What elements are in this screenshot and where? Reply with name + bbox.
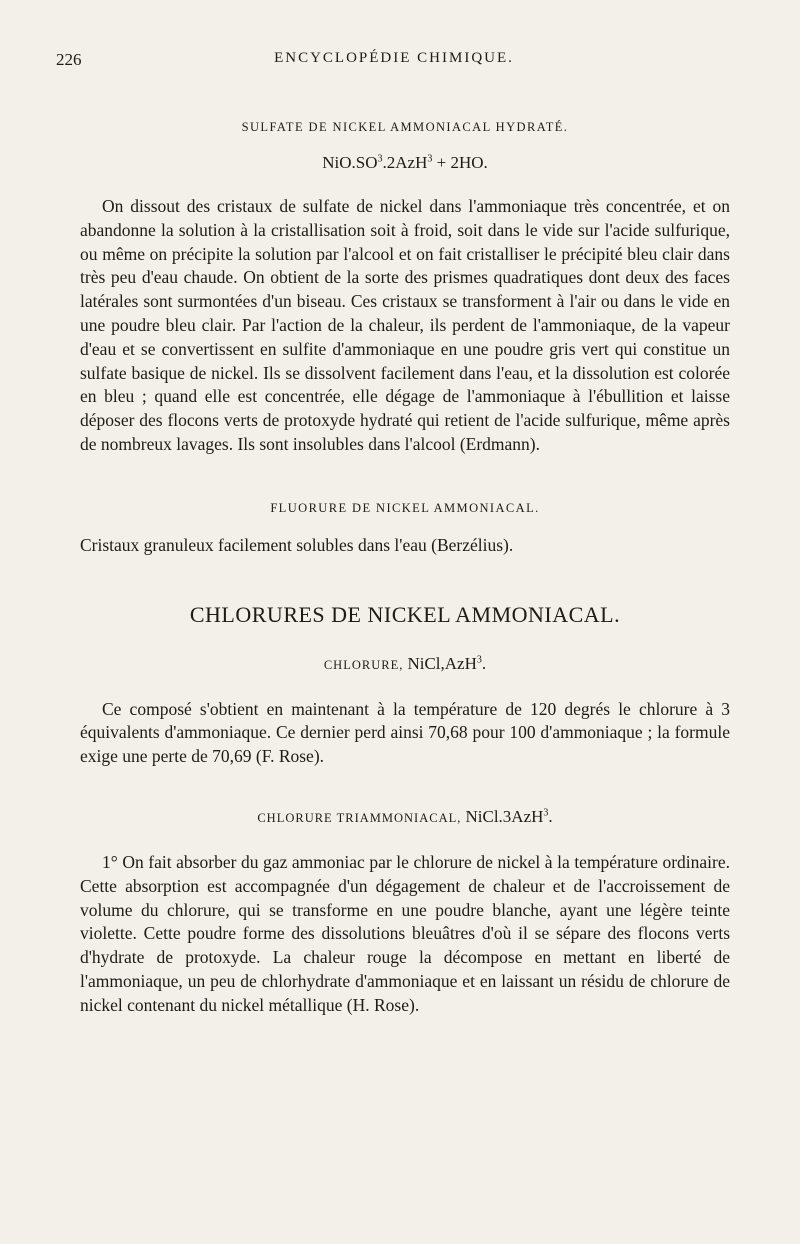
subtitle-chlorure: CHLORURE, NiCl,AzH$^3$.	[323, 653, 487, 673]
chapter-title-chlorures: CHLORURES DE NICKEL AMMONIACAL.	[189, 601, 621, 627]
section-title-fluorure: FLUORURE DE NICKEL AMMONIACAL.	[270, 500, 540, 515]
formula-sulfate: $NiO.SO^3.2AzH^3 + 2HO$.	[322, 153, 488, 172]
running-title: ENCYCLOPÉDIE CHIMIQUE.	[274, 50, 514, 66]
page-body	[80, 120, 730, 1018]
paragraph-chlorure-triammoniacal: 1° On fait absorber du gaz ammoniac par le chlorure de nickel à la température ordinaire. Cette absorption est accompagnée d'un dégagement de chaleur et de l'accroissement de volume du chlorure, qui se transforme en une poudre blanche, ayant une légère teinte violette. Cette poudre forme des dissolutions bleuâtres d'où il se sépare des flocons verts d'hydrate de protoxyde. La chaleur rouge la décompose en mettant en liberté de l'ammoniaque, un peu de chlorhydrate d'ammoniaque et en laissant un résidu de chlorure de nickel contenant du nickel métallique (H. Rose).	[80, 851, 730, 1015]
paragraph-chlorure: Ce composé s'obtient en maintenant à la température de 120 degrés le chlorure à 3 équivalents d'ammoniaque. Ce dernier perd ainsi 70,68 pour 100 d'ammoniaque ; la formule exige une perte de 70,69 (F. Rose).	[80, 698, 730, 767]
page-header	[56, 50, 732, 74]
page-number: 226	[56, 50, 82, 69]
section-title-sulfate: SULFATE DE NICKEL AMMONIACAL HYDRATÉ.	[241, 120, 569, 134]
paragraph-sulfate: On dissout des cristaux de sulfate de nickel dans l'ammoniaque très concentrée, et on abandonne la solution à la cristallisation soit à froid, soit dans le vide sur l'acide sulfurique, ou même on précipite la solution par l'alcool et on fait cristalliser le précipité bleu clair dans très peu d'eau chaude. On obtient de la sorte des prismes quadratiques dont deux des faces latérales sont surmontées d'un biseau. Ces cristaux se transforment à l'air ou dans le vide en une poudre bleu clair. Par l'action de la chaleur, ils perdent de l'ammoniaque, de la vapeur d'eau et se convertissent en sulfite d'ammoniaque en une poudre gris vert qui constitue un sulfate basique de nickel. Ils se dissolvent facilement dans l'eau, et la dissolution est colorée en bleu ; quand elle est concentrée, elle dégage de l'ammoniaque à l'ébullition et laisse déposer des flocons verts de protoxyde hydraté qui retient de l'acide sulfurique, même après de nombreux lavages. Ils sont insolubles dans l'alcool (Erdmann).	[80, 196, 730, 454]
paragraph-fluorure: Cristaux granuleux facilement solubles dans l'eau (Berzélius).	[80, 534, 514, 555]
subtitle-chlorure-triammoniacal: CHLORURE TRIAMMONIACAL, NiCl.3AzH$^3$.	[257, 806, 553, 826]
